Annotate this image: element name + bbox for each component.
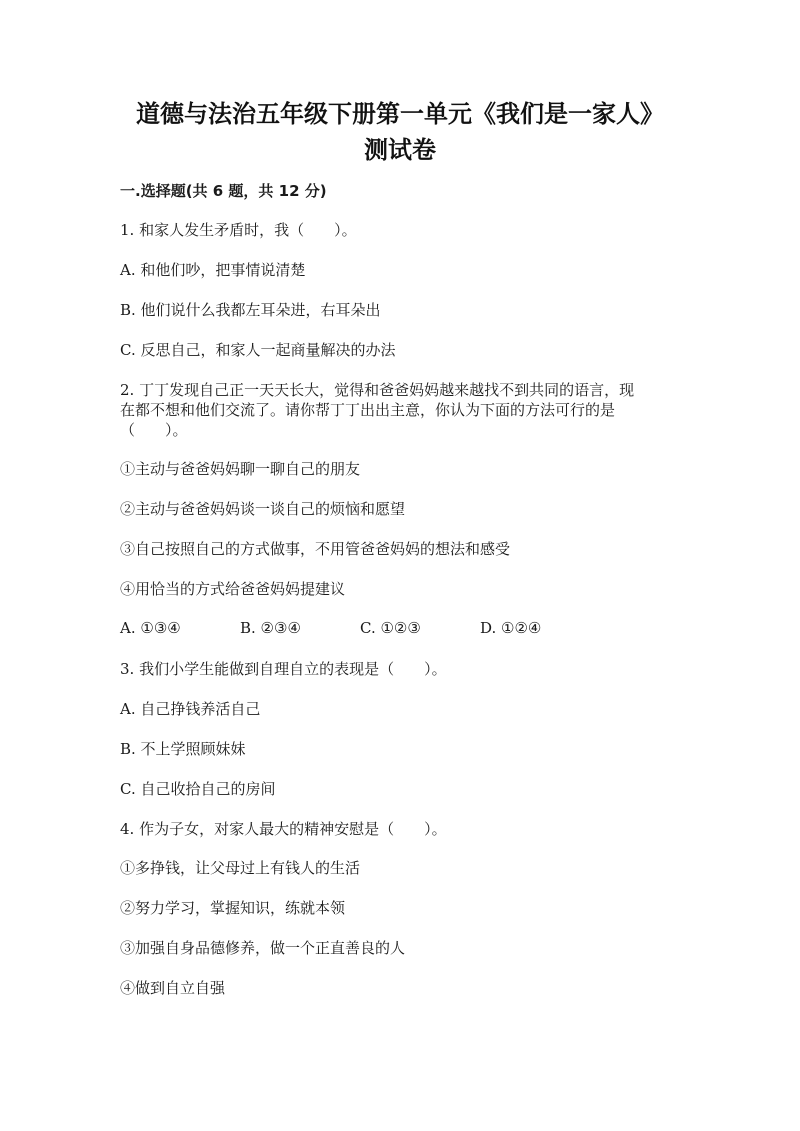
- q2-option-d: D. ①②④: [480, 619, 542, 637]
- q2-stem-line1: 2. 丁丁发现自己正一天天长大，觉得和爸爸妈妈越来越找不到共同的语言，现: [120, 381, 635, 399]
- q1-option-b: B. 他们说什么我都左耳朵进，右耳朵出: [120, 301, 381, 319]
- q3-option-a: A. 自己挣钱养活自己: [120, 700, 261, 718]
- q1-option-c: C. 反思自己，和家人一起商量解决的办法: [120, 341, 396, 359]
- q2-item-2: ②主动与爸爸妈妈谈一谈自己的烦恼和愿望: [120, 500, 406, 518]
- q3-option-b: B. 不上学照顾妹妹: [120, 740, 246, 758]
- q2-option-c: C. ①②③: [360, 619, 421, 637]
- q2-option-a: A. ①③④: [120, 619, 181, 637]
- q2-stem-line2: 在都不想和他们交流了。请你帮丁丁出出主意，你认为下面的方法可行的是: [120, 401, 616, 419]
- q3-stem: 3. 我们小学生能做到自理自立的表现是（ ）。: [120, 660, 447, 678]
- q4-item-1: ①多挣钱，让父母过上有钱人的生活: [120, 859, 361, 877]
- exam-title: 道德与法治五年级下册第一单元《我们是一家人》: [136, 100, 664, 128]
- exam-subtitle: 测试卷: [364, 136, 436, 164]
- q4-item-3: ③加强自身品德修养，做一个正直善良的人: [120, 939, 406, 957]
- q2-item-3: ③自己按照自己的方式做事，不用管爸爸妈妈的想法和感受: [120, 540, 511, 558]
- section-heading: 一.选择题(共 6 题，共 12 分): [120, 182, 327, 200]
- q1-stem: 1. 和家人发生矛盾时，我（ ）。: [120, 221, 357, 239]
- q2-item-4: ④用恰当的方式给爸爸妈妈提建议: [120, 580, 346, 598]
- q4-item-4: ④做到自立自强: [120, 979, 226, 997]
- q4-item-2: ②努力学习，掌握知识，练就本领: [120, 899, 346, 917]
- q2-item-1: ①主动与爸爸妈妈聊一聊自己的朋友: [120, 460, 361, 478]
- q1-option-a: A. 和他们吵，把事情说清楚: [120, 261, 306, 279]
- q3-option-c: C. 自己收拾自己的房间: [120, 780, 276, 798]
- q2-stem-line3: （ ）。: [120, 421, 188, 439]
- q2-options-row: [120, 619, 600, 637]
- q4-stem: 4. 作为子女，对家人最大的精神安慰是（ ）。: [120, 820, 447, 838]
- q2-option-b: B. ②③④: [240, 619, 301, 637]
